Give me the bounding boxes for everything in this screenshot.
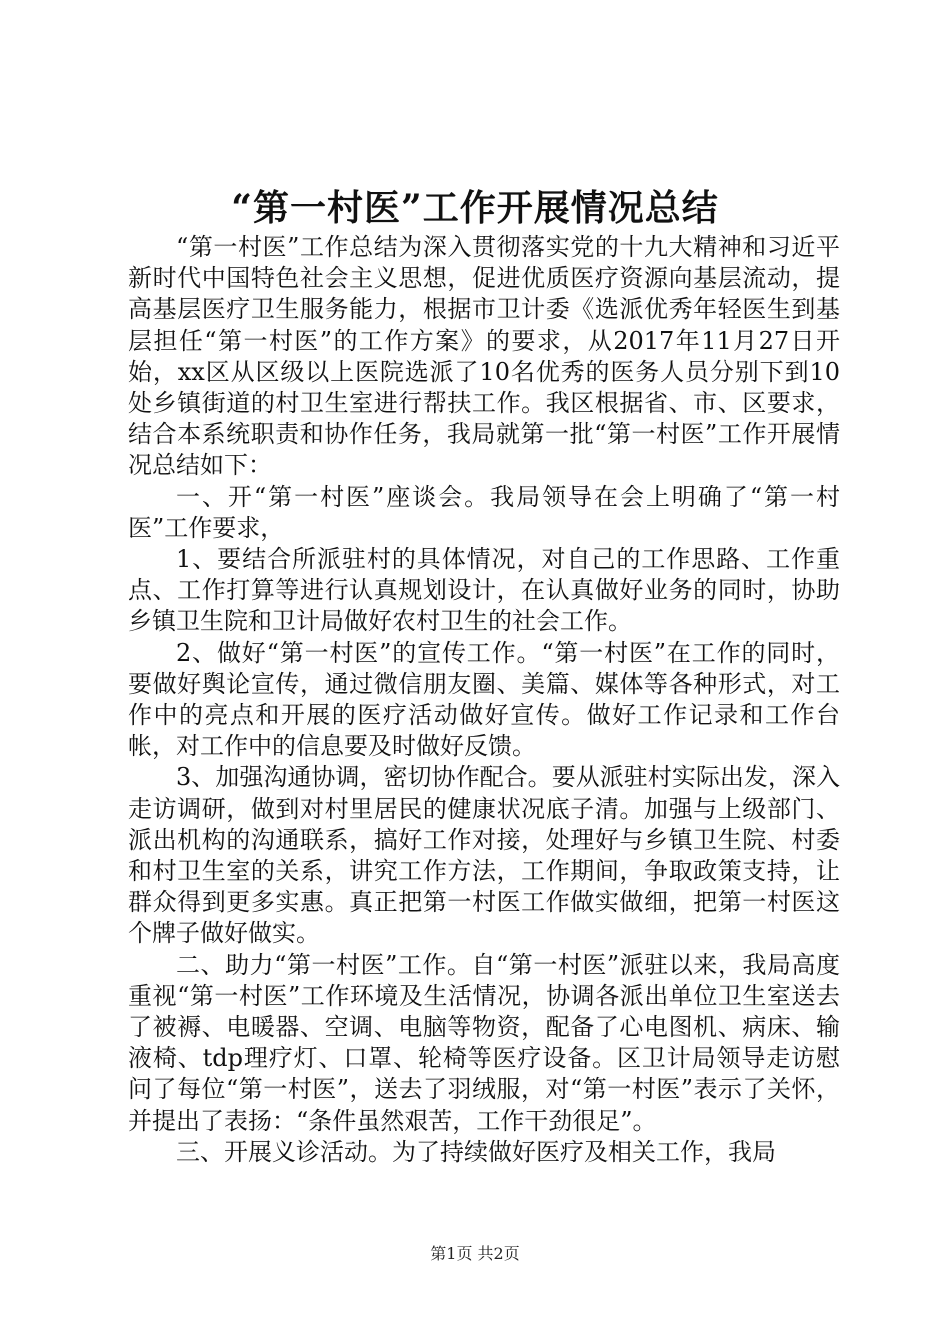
paragraph-item-2: 2、做好“第一村医”的宣传工作。“第一村医”在工作的同时，要做好舆论宣传，通过微信朋友圈、美篇、媒体等各种形式，对工作中的亮点和开展的医疗活动做好宣传。做好工作记录和工作台帐，对工作中的信息要及时做好反馈。 (128, 638, 840, 761)
paragraph-item-1: 1、要结合所派驻村的具体情况，对自己的工作思路、工作重点、工作打算等进行认真规划设计，在认真做好业务的同时，协助乡镇卫生院和卫计局做好农村卫生的社会工作。 (128, 545, 840, 636)
paragraph-section-1: 一、开“第一村医”座谈会。我局领导在会上明确了“第一村医”工作要求， (128, 482, 840, 542)
paragraph-intro: “第一村医”工作总结为深入贯彻落实党的十九大精神和习近平新时代中国特色社会主义思想，促进优质医疗资源向基层流动，提高基层医疗卫生服务能力，根据市卫计委《选派优秀年轻医生到基层担任“第一村医”的工作方案》的要求，从2017年11月27日开始，xx区从区级以上医院选派了10名优秀的医务人员分别下到10处乡镇街道的村卫生室进行帮扶工作。我区根据省、市、区要求，结合本系统职责和协作任务，我局就第一批“第一村医”工作开展情况总结如下： (128, 233, 840, 480)
paragraph-item-3: 3、加强沟通协调，密切协作配合。要从派驻村实际出发，深入走访调研，做到对村里居民的健康状况底子清。加强与上级部门、派出机构的沟通联系，搞好工作对接，处理好与乡镇卫生院、村委和村卫生室的关系，讲究工作方法，工作期间，争取政策支持，让群众得到更多实惠。真正把第一村医工作做实做细，把第一村医这个牌子做好做实。 (128, 763, 840, 948)
document-title: “第一村医”工作开展情况总结 (231, 187, 719, 229)
paragraph-section-3: 三、开展义诊活动。为了持续做好医疗及相关工作，我局 (176, 1137, 776, 1166)
paragraph-section-2: 二、助力“第一村医”工作。自“第一村医”派驻以来，我局高度重视“第一村医”工作环境及生活情况，协调各派出单位卫生室送去了被褥、电暖器、空调、电脑等物资，配备了心电图机、病床、输液椅、tdp理疗灯、口罩、轮椅等医疗设备。区卫计局领导走访慰问了每位“第一村医”，送去了羽绒服，对“第一村医”表示了关怀，并提出了表扬：“条件虽然艰苦，工作干劲很足”。 (128, 950, 840, 1135)
page-footer: 第1页 共2页 (430, 1244, 520, 1263)
document-body (128, 232, 840, 1168)
